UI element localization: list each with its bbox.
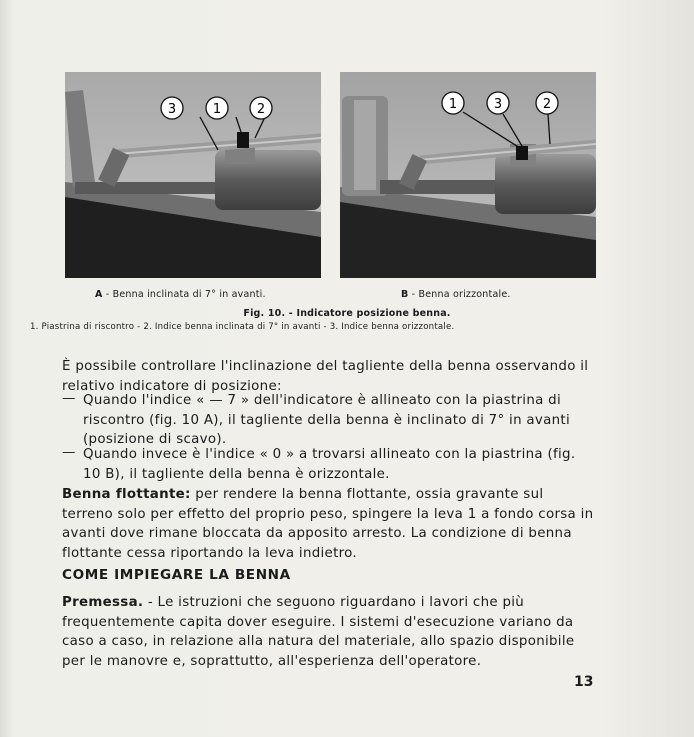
caption-a-letter: A	[95, 289, 103, 300]
callout-label: 3	[493, 97, 503, 112]
caption-b-text: - Benna orizzontale.	[408, 289, 511, 300]
intro-paragraph: È possibile controllare l'inclinazione del tagliente della benna osservando il relativo indicatore di posizione:	[62, 359, 589, 394]
figure-legend: 1. Piastrina di riscontro - 2. Indice benna inclinata di 7° in avanti - 3. Indice benna orizzontale.	[30, 322, 455, 332]
premessa-paragraph	[62, 593, 594, 671]
floating-text: per rendere la benna flottante, ossia gravante sul terreno solo per effetto del proprio peso, spingere la leva 1 a fondo corsa in avanti dove rimane bloccata da apposito arresto. La condizione di benna flottante cessa riportando la leva indietro.	[62, 487, 594, 561]
callout-label: 2	[542, 97, 552, 112]
floating-term: Benna flottante:	[62, 487, 191, 502]
figure-title	[0, 308, 694, 319]
callout-label: 2	[256, 102, 266, 117]
premessa-term: Premessa.	[62, 595, 144, 610]
bullet-horizontal: Quando invece è l'indice « 0 » a trovarsi allineato con la piastrina (fig. 10 B), il tagliente della benna è orizzontale.	[83, 447, 576, 482]
premessa-text: - Le istruzioni che seguono riguardano i lavori che più frequentemente capita dover eseguire. I sistemi d'esecuzione variano da caso a caso, in relazione alla natura del materiale, allo spazio disponibile per le manovre e, soprattutto, all'esperienza dell'operatore.	[62, 595, 575, 669]
photo-a-bucket-tilted	[65, 72, 321, 278]
photo-b-bucket-horizontal	[340, 72, 596, 278]
callout-label: 3	[167, 102, 177, 117]
figure-title-text: - Indicatore posizione benna.	[285, 308, 451, 319]
caption-b-letter: B	[401, 289, 409, 300]
caption-a	[95, 289, 266, 300]
bullet-tilted: Quando l'indice « — 7 » dell'indicatore è allineato con la piastrina di riscontro (fig. 10 A), il tagliente della benna è inclinato di 7° in avanti (posizione di scavo).	[83, 393, 570, 447]
caption-a-text: - Benna inclinata di 7° in avanti.	[102, 289, 266, 300]
figure-label: Fig. 10.	[243, 308, 286, 319]
floating-bucket-paragraph	[62, 485, 594, 563]
page-number: 13	[574, 674, 594, 690]
callout-label: 1	[448, 97, 458, 112]
callout-label: 1	[212, 102, 222, 117]
bullet-dash: —	[62, 391, 76, 406]
bullet-dash: —	[62, 445, 76, 460]
section-heading: COME IMPIEGARE LA BENNA	[62, 567, 291, 583]
caption-b	[401, 289, 511, 300]
